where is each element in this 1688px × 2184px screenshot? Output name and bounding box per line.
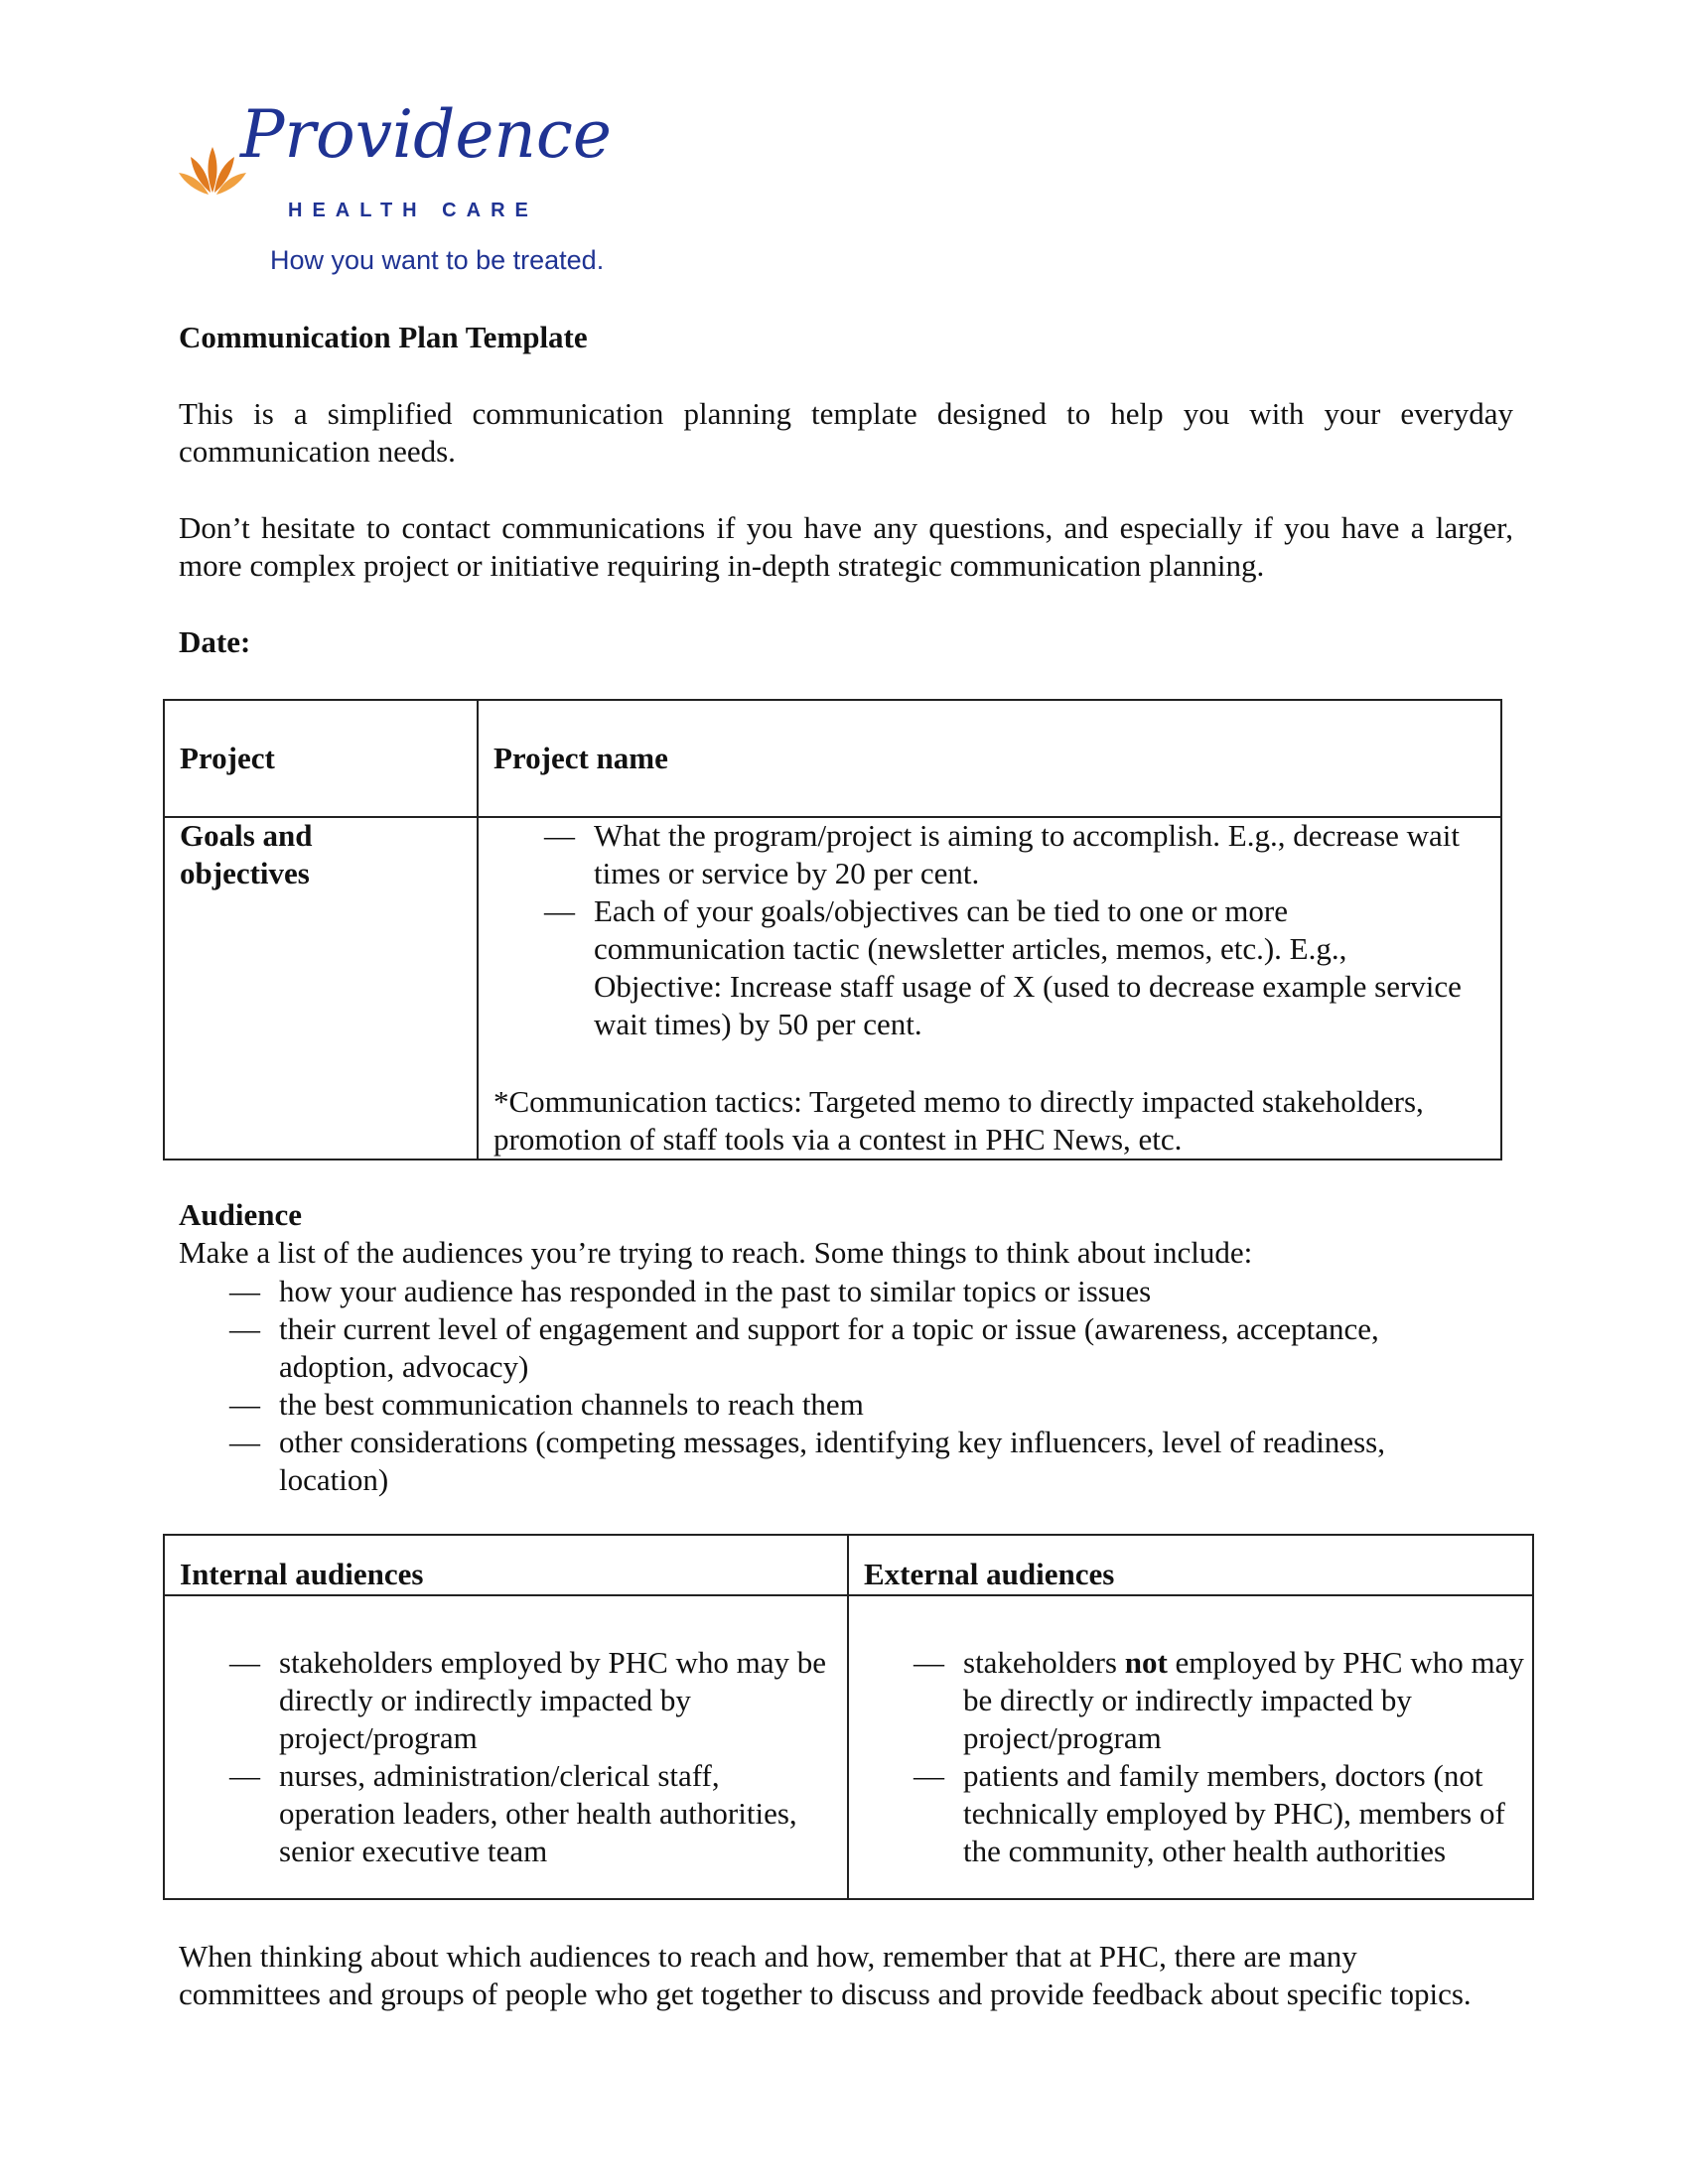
audience-bullets (229, 1273, 1490, 1499)
table-divider (847, 1534, 849, 1900)
project-label: Project (180, 741, 275, 775)
list-item: — other considerations (competing messages, identifying key influencers, level of readiness, location) (229, 1424, 1490, 1499)
goals-bullets (544, 817, 1468, 1043)
document-title: Communication Plan Template (179, 320, 588, 354)
table-divider (477, 699, 479, 1160)
date-label: Date: (179, 624, 251, 659)
list-item: — the best communication channels to reach them (229, 1386, 1490, 1424)
internal-audiences-list (229, 1644, 837, 1870)
communication-tactics-note: *Communication tactics: Targeted memo to directly impacted stakeholders, promotion of staff tools via a contest in PHC News, etc. (493, 1084, 1424, 1157)
external-audiences-heading: External audiences (864, 1557, 1115, 1591)
logo-wordmark: Providence (240, 96, 612, 173)
goals-label-line2: objectives (180, 856, 310, 890)
project-name-value: Project name (493, 741, 668, 775)
external-b1-pre: stakeholders (963, 1645, 1125, 1680)
list-item: — how your audience has responded in the past to similar topics or issues (229, 1273, 1490, 1310)
goals-label-line1: Goals and (180, 818, 313, 853)
goals-label (180, 817, 468, 892)
list-item: — stakeholders employed by PHC who may be directly or indirectly impacted by project/program (229, 1644, 837, 1757)
list-item: — patients and family members, doctors (not technically employed by PHC), members of the community, other health authorities (914, 1757, 1525, 1870)
audience-intro: Make a list of the audiences you’re trying to reach. Some things to think about include: (179, 1235, 1253, 1270)
intro-paragraph-1: This is a simplified communication planning template designed to help you with your everyday communication needs. (179, 396, 1513, 469)
logo-tagline: How you want to be treated. (270, 245, 605, 275)
closing-paragraph: When thinking about which audiences to reach and how, remember that at PHC, there are many committees and groups of people who get together to discuss and provide feedback about specific topics. (179, 1939, 1472, 2011)
providence-logo (177, 95, 643, 284)
internal-audiences-heading: Internal audiences (180, 1557, 424, 1591)
list-item: — Each of your goals/objectives can be tied to one or more communication tactic (newsletter articles, memos, etc.). E.g., Objective: Increase staff usage of X (used to decrease example service wait times) by 50 per cent. (544, 892, 1468, 1043)
external-audiences-list (914, 1644, 1525, 1870)
table-divider (163, 1594, 1534, 1596)
list-item: — What the program/project is aiming to accomplish. E.g., decrease wait times or service by 20 per cent. (544, 817, 1468, 892)
lotus-flower-icon (177, 143, 248, 197)
external-b1-bold: not (1124, 1645, 1168, 1680)
list-item: — nurses, administration/clerical staff, operation leaders, other health authorities, senior executive team (229, 1757, 837, 1870)
logo-subline: HEALTH CARE (288, 200, 538, 221)
audience-heading: Audience (179, 1197, 302, 1232)
list-item (914, 1644, 1525, 1757)
intro-paragraph-2: Don’t hesitate to contact communications if you have any questions, and especially if you have a larger, more complex project or initiative requiring in-depth strategic communication planning. (179, 510, 1513, 583)
external-b1-post: employed by PHC who may be directly or indirectly impacted by project/program (963, 1645, 1524, 1755)
list-item: — their current level of engagement and support for a topic or issue (awareness, acceptance, adoption, advocacy) (229, 1310, 1490, 1386)
